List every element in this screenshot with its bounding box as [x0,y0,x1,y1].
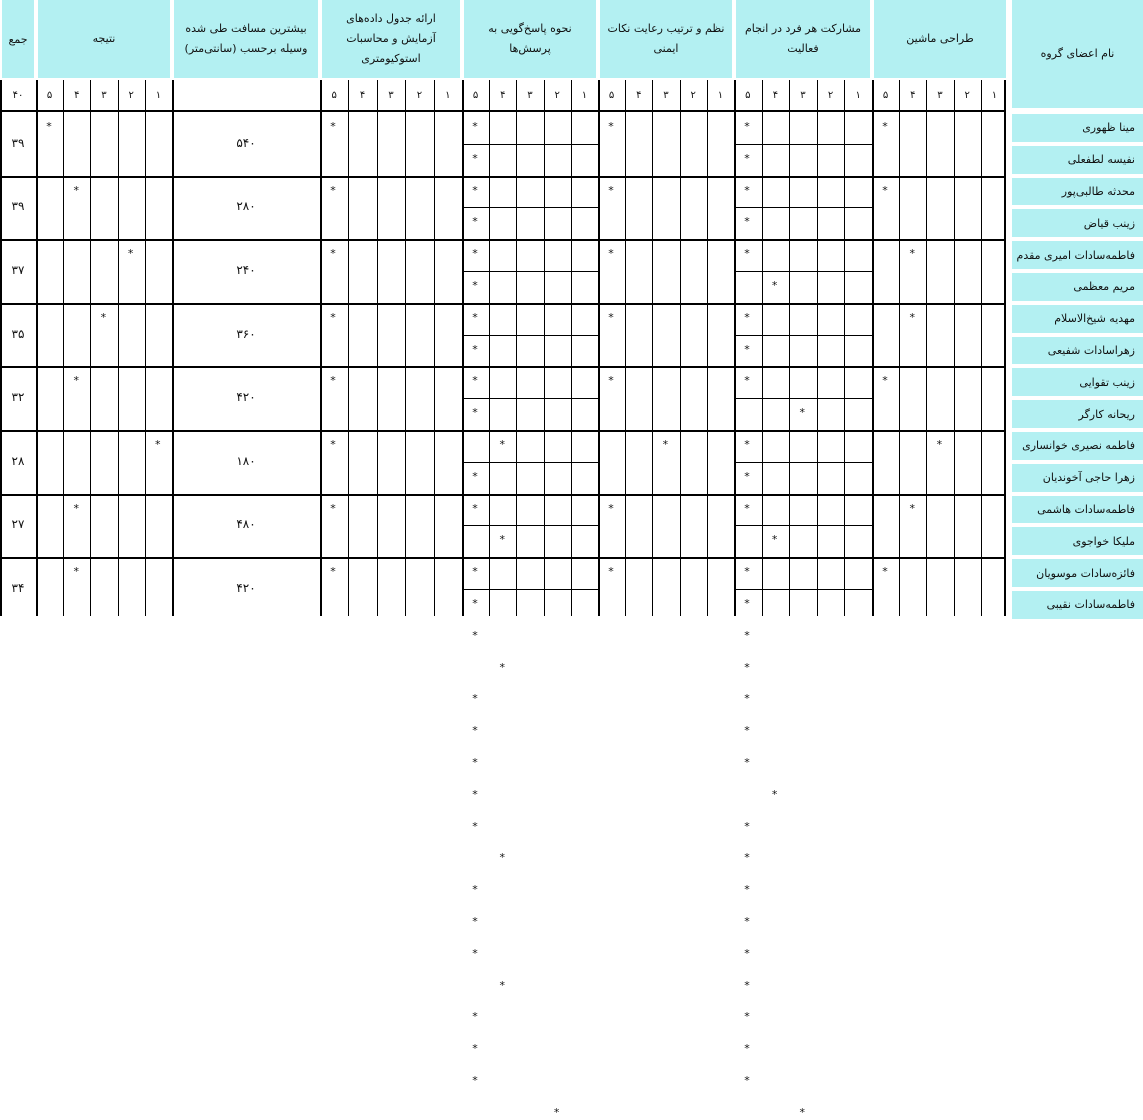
grid-line [734,144,872,145]
member-name: فاطمه‌سادات نقیبی [1012,591,1143,619]
scale-label: ۳ [527,90,533,101]
scale-label: ۵ [608,90,615,101]
question-answering-mark: * [499,438,505,451]
result-mark: * [73,501,79,515]
machine-design-mark: * [882,565,888,579]
scale-label: ۵ [472,90,479,101]
participation-mark: * [744,851,750,865]
question-answering-mark: * [472,756,478,769]
question-answering-mark: * [472,628,478,642]
scale-label: ۴ [910,90,916,101]
machine-design-mark: * [909,247,915,261]
question-answering-mark: * [472,469,478,483]
participation-mark: * [744,215,750,229]
member-name: مینا ظهوری [1012,114,1143,142]
grid-line [734,589,872,590]
question-answering-mark: * [472,310,478,324]
question-answering-mark: * [472,819,478,833]
question-answering-mark: * [499,533,505,547]
member-name: مریم معظمی [1012,273,1143,301]
question-answering-mark: * [472,215,478,229]
scale-label: ۱ [581,90,588,101]
grid-line [872,80,874,616]
participation-mark: * [744,978,750,992]
table-presentation-mark: * [330,565,336,579]
question-answering-mark: * [472,597,478,610]
member-name: ریحانه کارگر [1012,400,1143,428]
safety-order-mark: * [608,501,614,515]
question-answering-mark: * [472,946,478,960]
safety-order-mark: * [608,183,614,197]
grid-line [489,80,490,616]
result-mark: * [46,120,52,133]
result-mark: * [73,565,79,579]
group-distance: ۲۸۰ [236,199,256,214]
participation-mark: * [744,310,750,324]
participation-mark: * [771,533,778,547]
group-total: ۳۹ [11,199,25,214]
question-answering-mark: * [472,501,478,515]
grid-line [462,589,598,590]
grid-line [598,80,600,616]
grid-line [462,398,598,399]
grid-line [625,80,626,616]
grid-line [145,80,146,616]
header-table-presentation: ارائه جدول داده‌های آزمایش و محاسبات استوکیومتری [322,0,460,78]
group-distance: ۲۴۰ [236,263,256,277]
group-distance: ۴۲۰ [236,390,256,405]
machine-design-mark: * [936,438,943,451]
participation-mark: * [799,406,805,420]
grid-line [544,80,545,616]
question-answering-mark: * [472,120,478,133]
group-total: ۳۴ [11,581,25,595]
scale-label: ۵ [882,90,889,101]
participation-mark: * [744,247,750,261]
member-name: زینب تقوایی [1012,368,1143,396]
table-presentation-mark: * [330,183,336,197]
grid-line [320,80,322,616]
table-presentation-mark: * [330,374,336,388]
grid-line [1004,80,1006,616]
grid-line [516,80,517,616]
result-mark: * [127,247,134,261]
grid-line [118,80,119,616]
scale-label: ۲ [964,90,970,101]
question-answering-mark: * [472,1074,478,1087]
result-mark: * [100,310,107,324]
grid-line [734,462,872,463]
grid-line [462,271,598,272]
grid-line [762,80,763,616]
grid-line [734,271,872,272]
grid-line [954,80,955,616]
participation-mark: * [744,692,750,706]
question-answering-mark: * [472,183,478,197]
grid-line [0,239,1004,241]
grid-line [652,80,653,616]
group-total: ۳۷ [11,263,25,277]
scale-label: ۵ [46,90,53,101]
scale-label: ۱ [445,90,451,101]
grid-line [0,80,2,616]
scale-label: ۲ [554,90,560,101]
machine-design-mark: * [882,120,888,133]
scale-label: ۲ [827,90,834,101]
grid-line [789,80,790,616]
scale-label: ۴ [359,90,366,101]
member-name: مهدیه شیخ‌الاسلام [1012,305,1143,333]
grid-line [462,144,598,145]
header-question-answering: نحوه پاسخ‌گویی به پرسش‌ها [464,0,596,78]
participation-mark: * [799,1105,805,1119]
scale-label: ۱ [855,90,861,101]
table-presentation-mark: * [330,310,336,324]
grid-line [981,80,982,616]
result-mark: * [73,374,79,388]
question-answering-mark: * [472,883,478,897]
member-name: زینب قیاض [1012,209,1143,237]
participation-mark: * [744,469,750,483]
grid-line [348,80,349,616]
machine-design-mark: * [909,310,915,324]
header-machine-design: طراحی ماشین [874,0,1006,78]
safety-order-mark: * [662,438,669,451]
table-presentation-mark: * [330,438,336,451]
question-answering-mark: * [472,915,478,928]
safety-order-mark: * [608,120,614,133]
grid-line [0,557,1004,559]
grid-line [0,303,1004,305]
participation-mark: * [744,660,750,674]
group-total: ۲۷ [11,517,25,532]
participation-mark: * [744,1042,750,1056]
scale-label: ۵ [331,90,337,101]
grid-line [734,398,872,399]
machine-design-mark: * [882,183,888,197]
safety-order-mark: * [608,374,614,388]
scale-label: ۲ [690,90,696,101]
grid-line [434,80,435,616]
group-total: ۳۵ [11,326,25,341]
scale-label: ۳ [663,90,669,101]
participation-mark: * [744,628,750,642]
header-members: نام اعضای گروه [1012,0,1143,108]
grid-line [844,80,845,616]
participation-mark: * [744,1074,750,1087]
scale-label: ۴ [500,90,506,101]
scale-label: ۴ [636,90,642,101]
scale-label: ۲ [128,90,134,101]
participation-mark: * [744,597,750,610]
member-name: زهراسادات شفیعی [1012,337,1143,365]
machine-design-mark: * [882,374,888,388]
scale-label: ۱ [155,90,162,101]
participation-mark: * [744,1010,750,1024]
total-max-label: ۴۰ [12,90,24,101]
scale-label: ۴ [772,90,779,101]
scale-label: ۴ [74,90,80,101]
group-total: ۳۹ [11,135,25,150]
grid-line [405,80,406,616]
participation-mark: * [744,819,750,833]
grid-line [817,80,818,616]
scale-label: ۲ [416,90,423,101]
header-total: جمع [2,0,34,78]
member-name: فاطمه نصیری خوانساری [1012,432,1143,460]
participation-mark: * [744,438,750,451]
participation-mark: * [744,565,750,579]
grid-line [462,207,598,208]
grid-line [462,80,464,616]
member-name: فائزه‌سادات موسویان [1012,559,1143,587]
safety-order-mark: * [608,310,614,324]
grid-line [734,335,872,336]
question-answering-mark: * [472,565,478,579]
group-total: ۲۸ [11,453,25,468]
member-name: زهرا حاجی آخوندیان [1012,464,1143,492]
group-distance: ۴۲۰ [236,581,256,595]
grid-line [377,80,378,616]
grid-line [0,494,1004,496]
grid-line [734,80,736,616]
table-presentation-mark: * [330,247,336,261]
grid-line [734,525,872,526]
scale-label: ۳ [101,90,107,101]
scale-label: ۳ [388,90,394,101]
question-answering-mark: * [472,151,478,165]
member-name: فاطمه‌سادات امیری مقدم [1012,241,1143,269]
grid-line [0,366,1004,368]
grid-line [462,525,598,526]
question-answering-mark: * [472,247,478,261]
participation-mark: * [744,915,750,928]
grid-line [0,176,1004,178]
member-name: ملیکا خواجوی [1012,527,1143,555]
group-distance: ۴۸۰ [236,517,256,532]
scale-label: ۵ [745,90,751,101]
participation-mark: * [744,183,750,197]
group-distance: ۵۴۰ [236,135,256,150]
participation-mark: * [771,787,778,801]
participation-mark: * [744,374,750,388]
participation-mark: * [744,120,750,133]
grid-line [926,80,927,616]
safety-order-mark: * [608,565,614,579]
participation-mark: * [744,151,750,165]
participation-mark: * [744,342,750,356]
grid-line [462,462,598,463]
question-answering-mark: * [472,787,478,801]
question-answering-mark: * [472,724,478,738]
header-safety-order: نظم و ترتیب رعایت نکات ایمنی [600,0,732,78]
question-answering-mark: * [472,374,478,388]
participation-mark: * [744,883,750,897]
grid-line [707,80,708,616]
table-presentation-mark: * [330,120,336,133]
grid-line [172,80,174,616]
member-name: محدثه طالبی‌پور [1012,178,1143,206]
member-name: نفیسه لطفعلی [1012,146,1143,174]
member-name: فاطمه‌سادات هاشمی [1012,496,1143,524]
question-answering-mark: * [499,978,505,992]
question-answering-mark: * [472,1010,478,1024]
result-mark: * [73,183,79,197]
question-answering-mark: * [499,851,505,865]
question-answering-mark: * [553,1105,560,1119]
scale-label: ۳ [800,90,806,101]
table-presentation-mark: * [330,501,336,515]
header-participation: مشارکت هر فرد در انجام فعالیت [736,0,870,78]
grid-line [0,110,1004,112]
grid-line [462,335,598,336]
header-distance: بیشترین مسافت طی شده وسیله برحسب (سانتی‌متر) [174,0,318,78]
question-answering-mark: * [472,279,478,292]
grid-line [90,80,91,616]
grid-line [63,80,64,616]
participation-mark: * [744,756,750,769]
grid-line [680,80,681,616]
machine-design-mark: * [909,501,915,515]
scale-label: ۱ [717,90,724,101]
scale-label: ۱ [991,90,998,101]
participation-mark: * [744,946,750,960]
question-answering-mark: * [472,692,478,706]
group-total: ۳۲ [11,390,25,405]
participation-mark: * [744,501,750,515]
question-answering-mark: * [499,660,505,674]
group-distance: ۱۸۰ [236,453,256,468]
grid-line [0,430,1004,432]
safety-order-mark: * [608,247,614,261]
group-distance: ۳۶۰ [236,326,256,341]
grid-line [36,80,38,616]
result-mark: * [155,438,161,451]
participation-mark: * [771,279,778,292]
grid-line [734,207,872,208]
grid-line [899,80,900,616]
scale-label: ۳ [937,90,943,101]
grid-line [571,80,572,616]
question-answering-mark: * [472,406,478,420]
question-answering-mark: * [472,342,478,356]
question-answering-mark: * [472,1042,478,1056]
participation-mark: * [744,724,750,738]
header-result: نتیجه [38,0,170,78]
